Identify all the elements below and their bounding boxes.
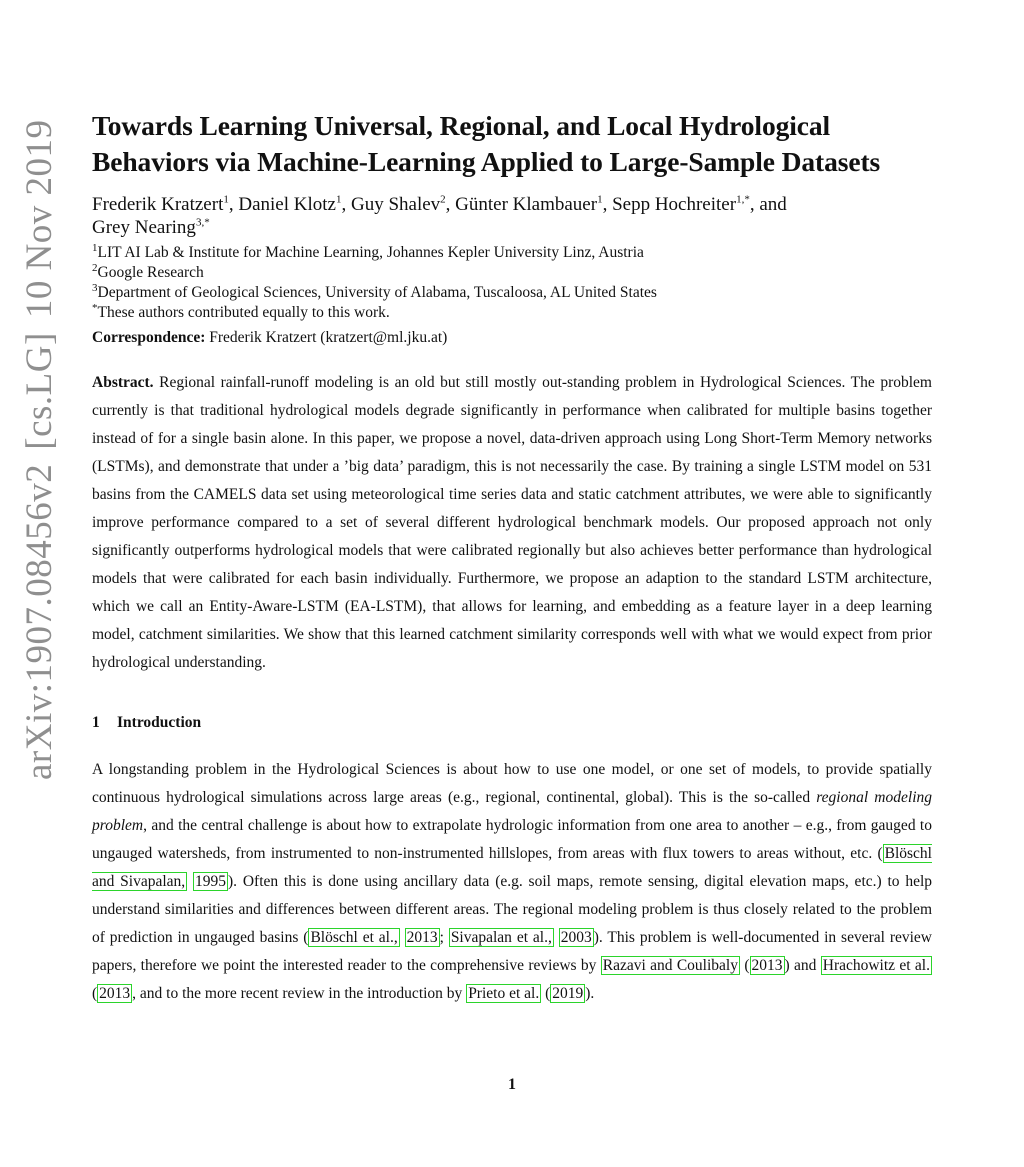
citation-link[interactable]: 1995 <box>195 873 226 890</box>
section-heading: 1 Introduction <box>92 714 202 731</box>
affiliation: $^1$LIT AI Lab & Institute for Machine Learning, Johannes Kepler University Linz, Austria <box>92 241 644 261</box>
arxiv-category: [cs.LG] <box>19 332 60 450</box>
affiliation: $^2$Google Research <box>92 261 204 281</box>
paper-title: Towards Learning Universal, Regional, and Local Hydrological Behaviors via Machine-Learning Applied to Large-Sample Datasets <box>92 110 881 177</box>
author: Günter Klambauer <box>455 194 598 215</box>
citation-link[interactable]: 2013 <box>406 929 438 946</box>
author: Sepp Hochreiter <box>612 194 737 215</box>
abstract <box>92 369 932 677</box>
citation-link[interactable]: Hrachowitz et al. <box>822 957 930 974</box>
affiliations <box>92 243 932 323</box>
author: Grey Nearing <box>92 217 196 238</box>
arxiv-date: 10 Nov 2019 <box>19 119 60 319</box>
abstract-text: Regional rainfall-runoff modeling is an old but still mostly out-standing problem in Hydrological Sciences. The problem currently is that traditional hydrological models degrade significantly in performance when calibrated for multiple basins together instead of for a single basin alone. In this paper, we propose a novel, data-driven approach using Long Short-Term Memory networks (LSTMs), and demonstrate that under a ’big data’ paradigm, this is not necessarily the case. By training a single LSTM model on 531 basins from the CAMELS data set using meteorological time series data and static catchment attributes, we were able to significantly improve performance compared to a set of several different hydrological benchmark models. Our proposed approach not only significantly outperforms hydrological models that were calibrated regionally but also achieves better performance than hydrological models that were calibrated for each basin individually. Furthermore, we propose an adaption to the standard LSTM architecture, which we call an Entity-Aware-LSTM (EA-LSTM), that allows for learning, and embedding as a feature layer in a deep learning model, catchment similarities. We show that this learned catchment similarity corresponds well with what we would expect from prior hydrological understanding. <box>92 374 932 671</box>
citation-link[interactable]: 2013 <box>99 985 131 1002</box>
page-number: 1 <box>508 1076 516 1093</box>
citation-link[interactable]: Prieto et al. <box>468 985 540 1002</box>
author: Daniel Klotz <box>238 194 336 215</box>
affiliation: $^3$Department of Geological Sciences, University of Alabama, Tuscaloosa, AL United States <box>92 281 657 301</box>
citation-link[interactable]: Blöschl and Sivapalan, <box>92 845 932 890</box>
citation-link[interactable]: Razavi and Coulibaly <box>602 957 738 974</box>
author: Guy Shalev <box>350 194 441 215</box>
arxiv-watermark <box>18 119 61 780</box>
citation-link[interactable]: 2019 <box>552 985 584 1002</box>
author-list: Frederik Kratzert$^1$, Daniel Klotz$^1$, Guy Shalev$^2$, Günter Klambauer$^1$, Sepp Hochreiter$^{1,*}$, and Grey Nearing$^{3,*}$ <box>92 193 787 238</box>
paper-page <box>92 108 932 1008</box>
introduction-paragraph: A longstanding problem in the Hydrological Sciences is about how to use one model, or one set of models, to provide spatially continuous hydrological simulations across large areas (e.g., regional, continental, global). This is the so-called regional modeling problem, and the central challenge is about how to extrapolate hydrologic information from one area to another – e.g., from gauged to ungauged watersheds, from instrumented to non-instrumented hillslopes, from areas with flux towers to areas without, etc. ( Blöschl and Sivapalan, 1995 ). Often this is done using ancillary data (e.g. soil maps, remote sensing, digital elevation maps, etc.) to help understand similarities and differences between different areas. The regional modeling problem is thus closely related to the problem of prediction in ungauged basins ( Blöschl et al., 2013 ; Sivapalan et al., 2003 ). This problem is well-documented in several review papers, therefore we point the interested reader to the comprehensive reviews by Razavi and Coulibaly ( 2013 ) and Hrachowitz et al. ( 2013 , and to the more recent review in the introduction by Prieto et al. ( 2019 ). <box>92 761 933 1002</box>
correspondence: Correspondence: Frederik Kratzert (kratzert@ml.jku.at) <box>92 329 448 346</box>
citation-link[interactable]: Sivapalan et al., <box>450 929 552 946</box>
affiliation: *These authors contributed equally to this work. <box>92 301 390 321</box>
abstract-label: Abstract. <box>92 374 154 391</box>
arxiv-id: arXiv:1907.08456v2 <box>19 463 60 780</box>
author: Frederik Kratzert <box>92 194 224 215</box>
citation-link[interactable]: Blöschl et al., <box>310 929 398 946</box>
citation-link[interactable]: 2003 <box>560 929 592 946</box>
citation-link[interactable]: 2013 <box>751 957 783 974</box>
